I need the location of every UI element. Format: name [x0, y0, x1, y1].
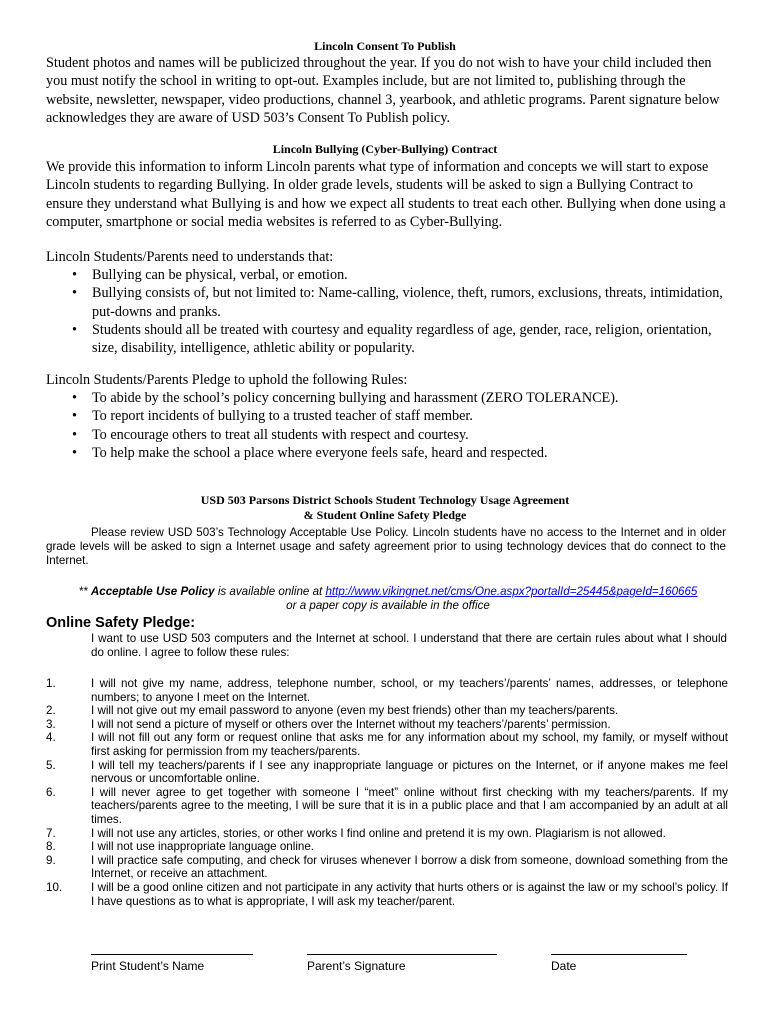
aup-link[interactable]: http://www.vikingnet.net/cms/One.aspx?portalId=25445&pageId=160665 [325, 585, 698, 598]
technology-body: Please review USD 503’s Technology Acceptable Use Policy. Lincoln students have no access to the Internet and in older grade levels will be asked to sign a Internet usage and safety agreement prior to using technology devices that do connect to the Internet. [46, 526, 726, 568]
list-item: • To abide by the school’s policy concerning bullying and harassment (ZERO TOLERANCE). [72, 389, 732, 407]
date-line[interactable] [551, 942, 687, 955]
understand-lead: Lincoln Students/Parents need to understands that: [46, 249, 334, 265]
pledge-rules-list [72, 389, 732, 462]
student-name-line[interactable] [91, 942, 253, 955]
list-item: 3. I will not send a picture of myself or others over the Internet without my teachers’/parents’ permission. [46, 717, 611, 731]
list-item: 2. I will not give out my email password to anyone (even my best friends) other than my teachers/parents. [46, 704, 619, 718]
student-name-label: Print Student’s Name [91, 959, 205, 973]
aup-paper-copy: or a paper copy is available in the office [286, 599, 490, 613]
list-item: 8. I will not use inappropriate language online. [46, 840, 315, 854]
aup-note: ** Acceptable Use Policy is available online at http://www.vikingnet.net/cms/One.aspx?portalId=25445&pageId=160665 or a paper copy is available in the office [46, 585, 730, 613]
parent-signature-field[interactable] [307, 942, 497, 973]
list-item: • To help make the school a place where everyone feels safe, heard and respected. [72, 444, 732, 462]
consent-body: Student photos and names will be publicized throughout the year. If you do not wish to have your child included then you must notify the school in writing to opt-out. Examples include, but are not limited to, publishing through the website, newsletter, newspaper, video productions, channel 3, yearbook, and athletic programs. Parent signature below acknowledges they are aware of USD 503’s Consent To Publish policy. [46, 55, 720, 126]
list-item: • Bullying can be physical, verbal, or emotion. [72, 266, 732, 284]
pledge-list [46, 677, 728, 908]
pledge-intro: I want to use USD 503 computers and the Internet at school. I understand that there are certain rules about what I should do online. I agree to follow these rules: [91, 632, 727, 660]
consent-title: Lincoln Consent To Publish [314, 39, 456, 53]
parent-signature-label: Parent’s Signature [307, 959, 406, 973]
list-item: • To report incidents of bullying to a trusted teacher of staff member. [72, 407, 732, 425]
list-item: • Students should all be treated with courtesy and equality regardless of age, gender, race, religion, orientation, size, disability, intelligence, athletic ability or popularity. [72, 321, 732, 358]
list-item: 4. I will not fill out any form or request online that asks me for any information about my school, my family, or myself without first asking for permission from my teachers/parents. [46, 731, 728, 758]
student-name-field[interactable] [91, 942, 253, 973]
list-item: • Bullying consists of, but not limited to: Name-calling, violence, theft, rumors, exclusions, threats, intimidation, put-downs and pranks. [72, 284, 732, 321]
technology-title-line2: & Student Online Safety Pledge [303, 508, 467, 522]
signature-row [91, 942, 731, 982]
list-item: • To encourage others to treat all students with respect and courtesy. [72, 426, 732, 444]
technology-title [0, 493, 770, 523]
pledge-title: Online Safety Pledge: [46, 615, 196, 631]
bullying-intro: We provide this information to inform Lincoln parents what type of information and concepts we will start to expose Lincoln students to regarding Bullying. In older grade levels, students will be asked to sign a Bullying Contract to ensure they understand what Bullying is and how we expect all students to treat each other. Bullying when done using a computer, smartphone or social media websites is referred to as Cyber-Bullying. [46, 159, 726, 230]
understand-list [72, 266, 732, 357]
list-item: 9. I will practice safe computing, and check for viruses whenever I borrow a disk from someone, download something from the Internet, or receive an attachment. [46, 853, 728, 881]
list-item: 7. I will not use any articles, stories, or other works I find online and pretend it is my own. Plagiarism is not allowed. [46, 826, 666, 840]
date-label: Date [551, 959, 577, 973]
list-item: 10. I will be a good online citizen and not participate in any activity that hurts others or is against the law or my school’s policy. If I have questions as to what is appropriate, I will ask my teacher/parent. [46, 880, 728, 908]
bullying-title: Lincoln Bullying (Cyber-Bullying) Contract [272, 142, 498, 156]
list-item: 5. I will tell my teachers/parents if I see any inappropriate language or pictures on the Internet, or if anyone makes me feel nervous or uncomfortable online. [46, 758, 728, 786]
date-field[interactable] [551, 942, 687, 973]
technology-title-line1: USD 503 Parsons District Schools Student Technology Usage Agreement [200, 493, 570, 507]
list-item: 1. I will not give my name, address, telephone number, school, or my teachers’/parents’ names, addresses, or telephone numbers; to anyone I meet on the Internet. [46, 677, 728, 704]
pledge-lead: Lincoln Students/Parents Pledge to uphold the following Rules: [46, 372, 408, 388]
list-item: 6. I will never agree to get together with someone I “meet” online without first checking with my teachers/parents. If my teachers/parents agree to the meeting, I will be sure that it is in a public place and that I am accompanied by an adult at all times. [46, 785, 728, 826]
aup-label: Acceptable Use Policy [90, 585, 215, 598]
parent-signature-line[interactable] [307, 942, 497, 955]
